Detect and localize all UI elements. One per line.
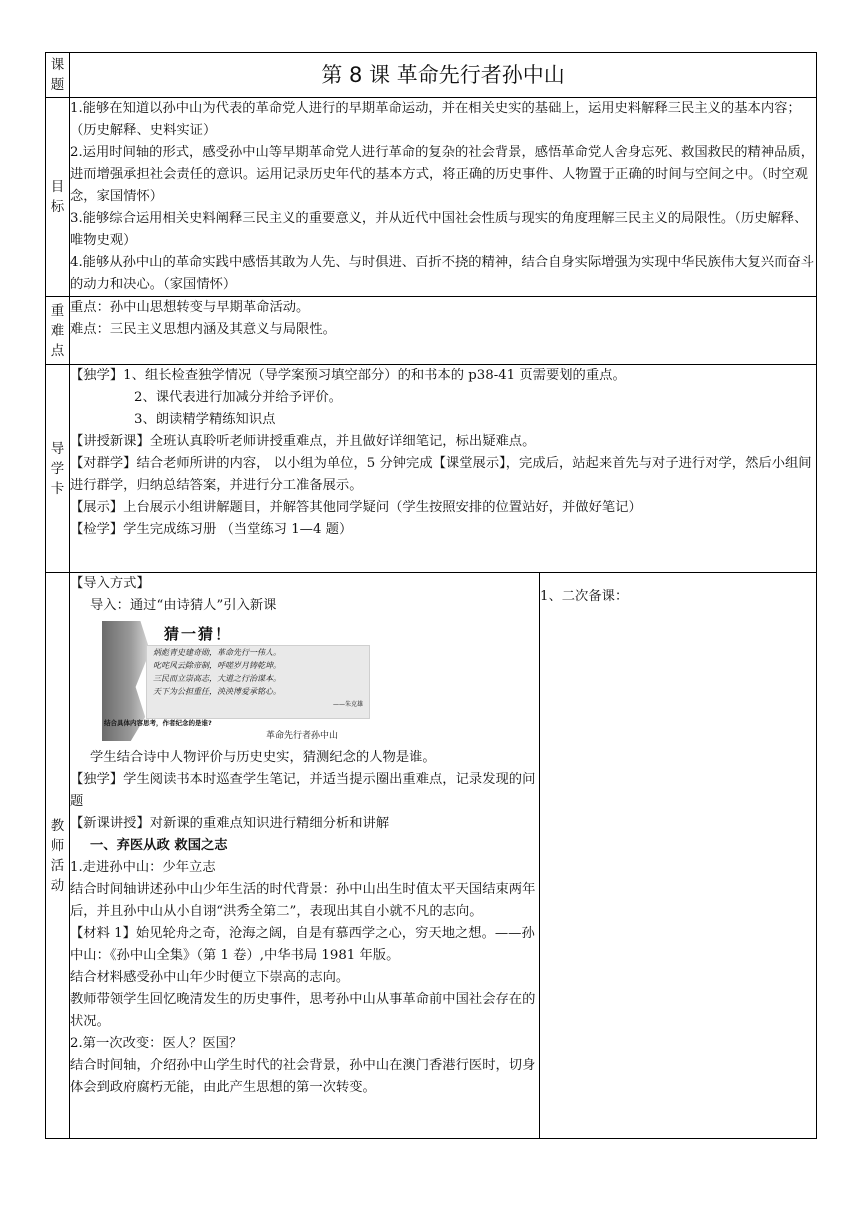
guide-label [46,365,70,573]
paragraph: 【新课讲授】对新课的重难点知识进行精细分析和讲解 [70,816,390,831]
goal-item: 3.能够综合运用相关史料阐释三民主义的重要意义，并从近代中国社会性质与现实的角度理解三民主义的局限性。（历史解释、唯物史观） [70,211,808,248]
label-char: 教 [50,817,65,834]
difficult-point: 难点：三民主义思想内涵及其意义与局限性。 [70,322,336,337]
lesson-title: 第 8 课 革命先行者孙中山 [70,53,817,98]
guide-line: 【讲授新课】全班认真聆听老师讲授重难点，并且做好详细笔记，标出疑难点。 [70,434,536,449]
goals-content [70,98,817,297]
goal-item: 1.能够在知道以孙中山为代表的革命党人进行的早期革命运动，并在相关史实的基础上，运用史料解释三民主义的基本内容；（历史解释、史料实证） [70,101,801,138]
lesson-plan-table [45,52,817,1139]
teacher-label [46,573,70,1139]
label-char: 师 [50,837,65,854]
title-row [46,53,817,98]
key-point: 重点：孙中山思想转变与早期革命活动。 [70,300,310,315]
key-points-row [46,297,817,365]
poem-line: 炳彪青史建奇勋，革命先行一伟人。 [153,648,281,657]
label-char: 重 [50,302,65,319]
poem-line: 叱咤风云除帝制，呼嗟岁月铸乾坤。 [153,661,281,670]
guess-poem-image [102,621,372,741]
paragraph: 教师带领学生回忆晚清发生的历史事件，思考孙中山从事革命前中国社会存在的状况。 [70,992,536,1029]
paragraph: 学生结合诗中人物评价与历史史实，猜测纪念的人物是谁。 [90,750,436,765]
guide-line: 【展示】上台展示小组讲解题目，并解答其他同学疑问（学生按照安排的位置站好，并做好笔记） [70,500,642,515]
guide-row [46,365,817,573]
key-points-content [70,297,817,365]
paragraph: 结合时间轴讲述孙中山少年生活的时代背景：孙中山出生时值太平天国结束两年后，并且孙中山从小自诩“洪秀全第二”，表现出其自小就不凡的志向。 [70,882,536,919]
image-question: 结合具体内容思考，作者纪念的是谁? [104,719,212,727]
label-char: 学 [50,460,65,477]
poem-author: ——朱克雄 [332,701,363,708]
image-heading: 猜一猜！ [164,625,233,643]
subheading: 1.走进孙中山：少年立志 [70,860,216,875]
subheading: 2.第一次改变：医人？医国？ [70,1036,243,1051]
key-points-label [46,297,70,365]
paragraph: 结合时间轴，介绍孙中山学生时代的社会背景，孙中山在澳门香港行医时，切身体会到政府腐朽无能，由此产生思想的第一次转变。 [70,1058,536,1095]
label-char: 活 [50,857,65,874]
poem-line: 天下为公担重任，泱泱博爱承铭心。 [153,687,281,696]
label-char: 课 [50,57,65,73]
guide-line: 【检学】学生完成练习册 （当堂练习 1—4 题） [70,522,353,537]
teacher-row [46,573,817,1139]
label-char: 导 [50,440,65,457]
import-heading: 【导入方式】 [70,576,150,591]
paragraph: 结合材料感受孙中山年少时便立下崇高的志向。 [70,970,350,985]
guide-line: 【对群学】结合老师所讲的内容， 以小组为单位，5 分钟完成【课堂展示】，完成后，站起来首先与对子进行对学，然后小组间进行群学，归纳总结答案，并进行分工准备展示。 [70,456,812,493]
lesson-plan-page [45,52,816,1144]
label-char: 难 [50,322,65,339]
image-caption: 革命先行者孙中山 [266,731,339,741]
goal-item: 4.能够从孙中山的革命实践中感悟其敢为人先、与时俱进、百折不挠的精神，结合自身实际增强为实现中华民族伟大复兴而奋斗的动力和决心。（家国情怀） [70,255,815,292]
teacher-content [70,573,540,1139]
guide-content [70,365,817,573]
goals-row [46,98,817,297]
material-quote: 【材料 1】始见轮舟之奇，沧海之阔，自是有慕西学之心，穷天地之想。——孙中山：《孙中山全集》（第 1 卷）,中华书局 1981 年版。 [70,926,535,963]
poem-line: 三民而立崇高志，大道之行治谋本。 [153,674,281,683]
guide-line: 2、课代表进行加减分并给予评价。 [134,390,342,405]
label-char: 题 [50,77,65,93]
second-prep-column [540,573,817,1139]
label-char: 目 [50,179,65,195]
label-char: 点 [50,342,65,359]
label-char: 标 [50,199,65,215]
goal-item: 2.运用时间轴的形式，感受孙中山等早期革命党人进行革命的复杂的社会背景，感悟革命党人舍身忘死、救国救民的精神品质，进而增强承担社会责任的意识。运用记录历史年代的基本方式，将正确的历史事件、人物置于正确的时间与空间之中。（时空观念，家国情怀） [70,145,815,204]
guide-line: 【独学】1、组长检查独学情况（导学案预习填空部分）的和书本的 p38-41 页需要划的重点。 [70,368,626,383]
section-heading: 一、弃医从政 救国之志 [90,838,228,853]
goals-label [46,98,70,297]
guide-line: 3、朗读精学精练知识点 [134,412,276,427]
label-char: 动 [50,877,65,894]
paragraph: 【独学】学生阅读书本时巡查学生笔记，并适当提示圈出重难点，记录发现的问题 [70,772,536,809]
second-prep-label: 1、二次备课： [540,589,629,605]
label-char: 卡 [50,480,65,497]
title-label [46,53,70,98]
poem-board [146,645,370,719]
import-text: 导入：通过“由诗猜人”引入新课 [90,598,277,613]
